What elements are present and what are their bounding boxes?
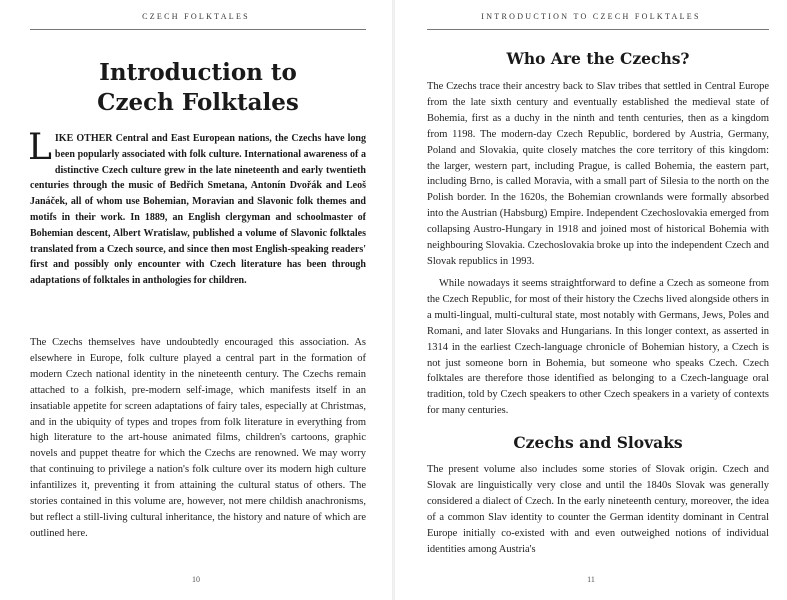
running-head-left: CZECH FOLKTALES (142, 12, 250, 21)
drop-cap: L (28, 127, 52, 168)
head-rule-left (30, 29, 366, 30)
lead-paragraph (28, 127, 366, 289)
body-paragraph-left: The Czechs themselves have undoubtedly encouraged this association. As elsewhere in Europe, folk culture played a central part in the formation of modern Czech national identity in the nineteenth century. The Czechs remain attached to a folkish, pre-modern self-image, which manifests itself in an insatiable appetite for screen adaptations of fairy tales, especially at Christmas, and in the ubiquity of types and tropes from folk literature in everything from high literature to the art-house animated films, children's cartoons, graphic novels and puppet theatre for which the Czechs are renowned. We may worry that continuing to privilege a nation's folk culture over its modern high culture infantilizes it, preventing it from attaining the cultural status of others. The stories contained in this volume are, however, not mere childish anachronisms, but reflect a still-living cultural inheritance, the history and nature of which are outlined here. (30, 337, 366, 539)
body-paragraph-right-2: While nowadays it seems straightforward to define a Czech as someone from the Czech Republic, for most of their history the Czechs lived alongside others in a multi-lingual, multi-cultural state, most notably with Germans, Jews, Poles and Romani, and later Slovaks and Hungarians. In this longer context, as asserted in 1314 in the earliest Czech-language chronicle of Bohemian history, a Czech is not just someone born in Bohemia, but someone who speaks Czech. Czech folktales are therefore those identified as belonging to a Czech-language oral tradition, told by Czech speakers to other Czech speakers in a variety of contexts for many centuries. (427, 278, 769, 417)
body-paragraph-right-1: The Czechs trace their ancestry back to Slav tribes that settled in Central Europe from the late sixth century and eventually established the medieval state of Bohemia, first as a duchy in the ninth and tenth centuries, then as a kingdom from 1198. The modern-day Czech Republic, bordered by Austria, Germany, Poland and Slovakia, quite closely matches the core territory of this kingdom: the larger, western part, including Prague, is called Bohemia, the eastern part, including Brno, is called Moravia, with a small part of Silesia to the north on the Polish border. In the 1620s, the Bohemian crownlands were formally absorbed into the Austrian (Habsburg) Empire. Independent Czechoslovakia emerged from collapsing Austro-Hungary in 1918 and joined most of historical Bohemia with neighbouring Slovakia. Czechoslovakia broke up into the independent Czech and Slovak republics in 1993. (427, 81, 769, 267)
chapter-title-line1: Introduction to (99, 59, 297, 86)
running-head-right: INTRODUCTION TO CZECH FOLKTALES (481, 12, 701, 21)
section-heading-who-are-czechs: Who Are the Czechs? (506, 49, 690, 68)
chapter-title (30, 58, 366, 118)
page-number-right: 11 (587, 575, 595, 584)
right-page (395, 0, 787, 600)
lead-text: IKE OTHER Central and East European nations, the Czechs have long been popularly associated with folk culture. International awareness of a distinctive Czech culture grew in the late nineteenth and early twentieth centuries through the music of Bedřich Smetana, Antonín Dvořák and Leoš Janáček, all of whom use Bohemian, Moravian and Slavonic folk themes and motifs in their work. In 1889, an English clergyman and schoolmaster of Bohemian descent, Albert Wratislaw, published a volume of Slavonic folktales translated from a Czech source, and since then most English-speaking readers' first and possibly only encounter with Czech literature has been through adaptations of folktales in anthologies for children. (30, 133, 366, 287)
left-page (0, 0, 392, 600)
section-heading-czechs-slovaks: Czechs and Slovaks (513, 433, 683, 452)
page-number-left: 10 (192, 575, 200, 584)
body-paragraph-right-3: The present volume also includes some stories of Slovak origin. Czech and Slovak are linguistically very close and until the 1840s Slovak was generally considered a dialect of Czech. In the early nineteenth century, moreover, the idea of a common Slav identity to counter the German identity dominant in Central Europe initially co-existed with and even outweighed notions of individual identities among Austria's (427, 464, 769, 555)
head-rule-right (427, 29, 769, 30)
chapter-title-line2: Czech Folktales (97, 89, 299, 116)
